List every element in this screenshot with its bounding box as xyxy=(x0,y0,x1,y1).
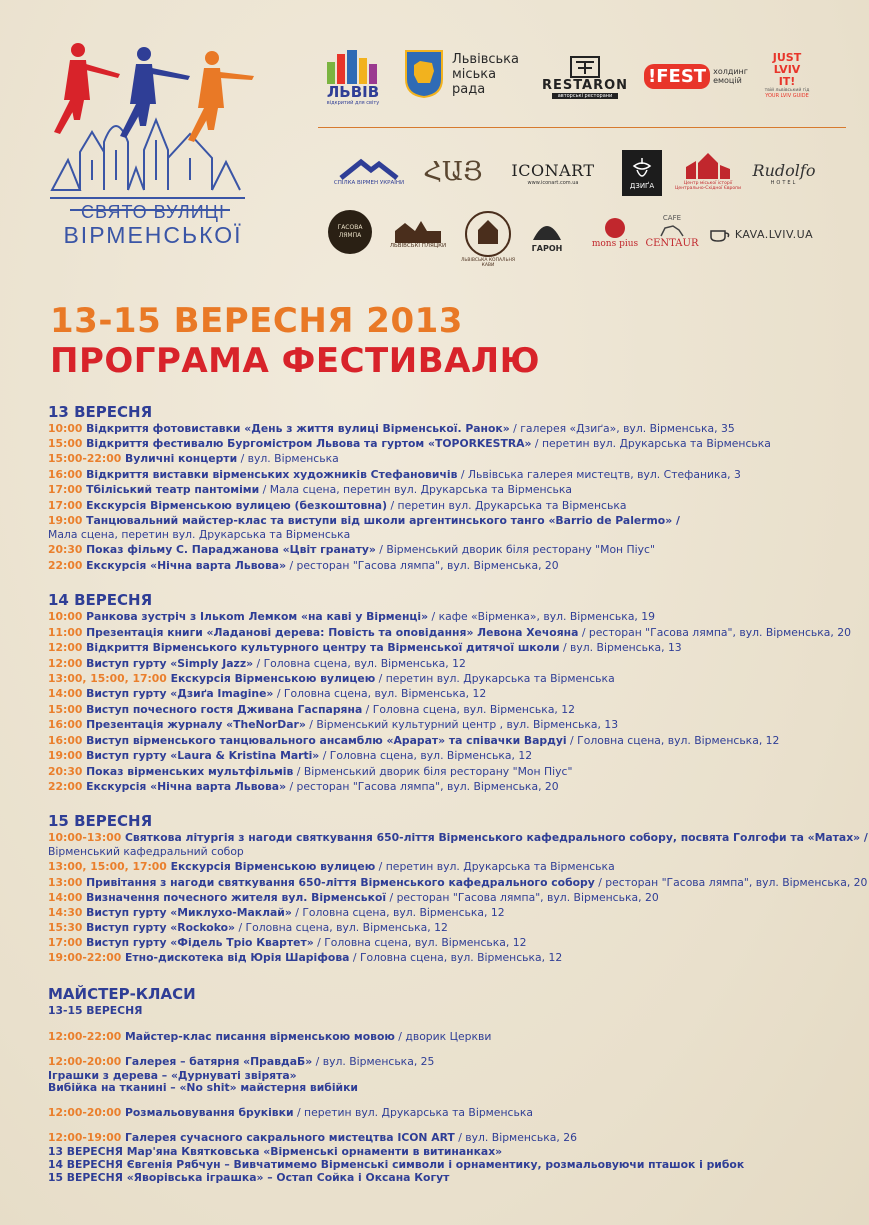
armenian-union-title: СПІЛКА ВІРМЕН УКРАЇНИ xyxy=(333,180,405,186)
schedule-row xyxy=(48,779,848,794)
festival-name-line2: ВІРМЕНСЬКОЇ xyxy=(63,222,243,248)
event-time: 17:00 xyxy=(48,499,83,512)
dzyga-title: ДЗИҐА xyxy=(629,182,655,190)
rudolfo-tagline: HOTEL xyxy=(770,179,798,186)
event-title: Галерея сучасного сакрального мистецтва ICON ART xyxy=(121,1131,455,1144)
schedule-row xyxy=(48,875,868,890)
church-icon xyxy=(682,153,734,181)
schedule-row xyxy=(48,421,848,436)
schedule-row xyxy=(48,905,848,920)
center-logo xyxy=(674,148,742,196)
schedule-row xyxy=(48,558,848,573)
kopalnia-logo xyxy=(460,210,516,268)
event-title: Виступ гурту «Дзиґа Imagine» xyxy=(82,687,274,700)
schedule-row xyxy=(48,717,848,732)
event-time: 14:00 xyxy=(48,687,83,700)
schedule-row xyxy=(48,625,852,640)
schedule-row xyxy=(48,542,848,557)
city-council-logo xyxy=(404,48,530,100)
schedule-row xyxy=(48,1054,848,1069)
schedule-row xyxy=(48,1170,848,1185)
event-title: Показ вірменських мультфільмів xyxy=(82,765,294,778)
event-title: Вуличні концерти xyxy=(121,452,238,465)
event-time: 14:00 xyxy=(48,891,83,904)
gasova-logo xyxy=(328,210,372,254)
event-place: / Головна сцена, вул. Вірменська, 12 xyxy=(291,906,505,919)
event-time: 11:00 xyxy=(48,626,83,639)
event-place: Вірменський кафедральний собор xyxy=(48,845,244,858)
kor-title: ՀԱՅ xyxy=(423,157,483,187)
event-time: 22:00 xyxy=(48,780,83,793)
city-council-line3: рада xyxy=(452,81,486,97)
fest-logo xyxy=(648,56,748,96)
just-lviv-line1: JUST xyxy=(772,50,802,64)
restaron-logo xyxy=(540,52,630,102)
schedule-row xyxy=(48,764,848,779)
schedule-row xyxy=(48,890,848,905)
restaron-title: RESTARON xyxy=(541,77,629,93)
event-time: 16:00 xyxy=(48,468,83,481)
event-title: Виступ гурту «Simply Jazz» xyxy=(82,657,254,670)
event-place: / Головна сцена, вул. Вірменська, 12 xyxy=(349,951,563,964)
day2-title: 14 ВЕРЕСНЯ xyxy=(48,591,153,609)
event-place: / вул. Вірменська, 25 xyxy=(312,1055,435,1068)
event-place: / вул. Вірменська, 26 xyxy=(454,1131,577,1144)
event-place: / дворик Церкви xyxy=(394,1030,492,1043)
event-place: / перетин вул. Друкарська та Вірменська xyxy=(293,1106,533,1119)
event-place: / галерея «Дзиґа», вул. Вірменська, 35 xyxy=(509,422,735,435)
event-place: / ресторан "Гасова лямпа", вул. Вірменська, 20 xyxy=(578,626,852,639)
event-time: 10:00 xyxy=(48,610,83,623)
workshops-subtitle: 13-15 ВЕРЕСНЯ xyxy=(48,1004,143,1017)
event-title: Презентація книги «Ладанові дерева: Повість та оповідання» Левона Хечояна xyxy=(82,626,579,639)
event-time: 15:00-22:00 xyxy=(48,452,122,465)
event-place: / ресторан "Гасова лямпа", вул. Вірменська, 20 xyxy=(286,780,559,793)
event-title: Виступ почесного гостя Дживана Гаспаряна xyxy=(82,703,363,716)
centaur-line2: CENTAUR xyxy=(645,237,699,249)
iconart-title: ICONART xyxy=(511,160,595,180)
schedule-row xyxy=(48,1105,848,1120)
mons-pius-title: mons pius xyxy=(591,239,639,249)
event-title: Екскурсія «Нічна варта Львова» xyxy=(82,559,287,572)
event-time: 13:00 xyxy=(48,876,83,889)
event-title: Екскурсія Вірменською вулицею xyxy=(166,860,376,873)
event-title: Виступ гурту «Laura & Kristina Marti» xyxy=(82,749,320,762)
event-title: Тбіліський театр пантоміми xyxy=(82,483,260,496)
sponsor-divider xyxy=(318,127,846,128)
event-place: Мала сцена, перетин вул. Друкарська та Вірменська xyxy=(48,528,351,541)
schedule-row xyxy=(48,656,848,671)
iconart-logo xyxy=(500,156,606,190)
day1-title: 13 ВЕРЕСНЯ xyxy=(48,403,153,421)
gasova-title: ГАСОВА ЛЯМПА xyxy=(337,224,363,239)
event-time: 12:00-20:00 xyxy=(48,1055,122,1068)
event-time: 15:00 xyxy=(48,703,83,716)
event-time: 13:00, 15:00, 17:00 xyxy=(48,672,167,685)
restaron-emblem-icon xyxy=(570,56,600,78)
event-place: / Головна сцена, вул. Вірменська, 12 xyxy=(362,703,576,716)
rudolfo-logo xyxy=(748,152,820,194)
kopalnia-title: ЛЬВІВСЬКА КОПАЛЬНЯ КАВИ xyxy=(460,258,516,268)
just-lviv-tagline2: YOUR LVIV GUIDE xyxy=(765,92,809,99)
event-title: Відкриття фестивалю Бургомістром Львова та гуртом «TOPORKESTRA» xyxy=(82,437,532,450)
event-time: 12:00 xyxy=(48,657,83,670)
event-title: Екскурсія Вірменською вулицею xyxy=(166,672,376,685)
restaron-tagline: авторські ресторани xyxy=(552,93,619,99)
event-place: / Головна сцена, вул. Вірменська, 12 xyxy=(566,734,780,747)
event-title: Іграшки з дерева – «Дурнуваті звірята» xyxy=(48,1069,297,1082)
rudolfo-title: Rudolfo xyxy=(752,160,816,180)
day3-title: 15 ВЕРЕСНЯ xyxy=(48,812,153,830)
event-title: Привітання з нагоди святкування 650-ліття Вірменського кафедрального собору xyxy=(82,876,595,889)
program-title: ПРОГРАМА ФЕСТИВАЛЮ xyxy=(50,341,541,381)
kava-logo xyxy=(702,222,820,246)
centaur-icon xyxy=(657,222,687,238)
schedule-row xyxy=(48,950,848,965)
fest-title: !FEST xyxy=(644,64,710,89)
schedule-row xyxy=(48,671,848,686)
city-council-line2: міська xyxy=(452,66,497,82)
spinning-top-icon xyxy=(631,156,653,182)
event-time: 17:00 xyxy=(48,483,83,496)
event-place: / Головна сцена, вул. Вірменська, 12 xyxy=(319,749,533,762)
event-place: / вул. Вірменська, 13 xyxy=(559,641,682,654)
schedule-row xyxy=(48,935,848,950)
coffee-mine-badge-icon xyxy=(464,210,512,258)
mountain-icon xyxy=(339,158,399,180)
event-title: Святкова літургія з нагоди святкування 650-ліття Вірменського кафедрального собору, посвята Голгофи та «Матах» / xyxy=(121,831,868,844)
pryzma-title: ЛЬВІВСЬКІ ПЛЯЦКИ xyxy=(389,243,447,249)
event-time: 12:00 xyxy=(48,641,83,654)
centaur-logo xyxy=(644,206,700,256)
event-time: 16:00 xyxy=(48,734,83,747)
event-time: 19:00 xyxy=(48,749,83,762)
event-place: / Львівська галерея мистецтв, вул. Стефаника, 3 xyxy=(457,468,741,481)
schedule-row xyxy=(48,482,848,497)
event-place: / Головна сцена, вул. Вірменська, 12 xyxy=(273,687,487,700)
event-time: 14:30 xyxy=(48,906,83,919)
event-title: 13 ВЕРЕСНЯ Мар'яна Квятковська «Вірменські орнаменти в витинанках» xyxy=(48,1145,503,1158)
event-time: 10:00-13:00 xyxy=(48,831,122,844)
event-place: / Вірменський дворик біля ресторану "Мон Піус" xyxy=(293,765,573,778)
event-title: Визначення почесного жителя вул. Вірменської xyxy=(82,891,387,904)
event-title: Екскурсія «Нічна варта Львова» xyxy=(82,780,287,793)
event-title: Відкриття Вірменського культурного центру та Вірменської дитячої школи xyxy=(82,641,560,654)
schedule-row xyxy=(48,920,848,935)
event-title: Виступ гурту «Миклухо-Маклай» xyxy=(82,906,292,919)
schedule-row xyxy=(48,436,848,451)
event-title: Відкриття виставки вірменських художників Стефановичів xyxy=(82,468,458,481)
workshops-title: МАЙСТЕР-КЛАСИ xyxy=(48,985,196,1003)
event-title: Галерея – батярня «ПравдаБ» xyxy=(121,1055,313,1068)
schedule-row xyxy=(48,733,848,748)
just-lviv-tagline1: твій львівський гід xyxy=(764,87,810,93)
event-place: / ресторан "Гасова лямпа", вул. Вірменська, 20 xyxy=(386,891,659,904)
schedule-row xyxy=(48,748,848,763)
schedule-row xyxy=(48,844,848,859)
just-lviv-line2: LVIV xyxy=(773,62,801,76)
mons-pius-logo xyxy=(590,208,640,258)
event-place: / Головна сцена, вул. Вірменська, 12 xyxy=(253,657,466,670)
garon-logo xyxy=(524,212,570,256)
event-title: Ранкова зустріч з Ількоm Лемком «на каві у Вірменці» xyxy=(82,610,429,623)
event-place: / перетин вул. Друкарська та Вірменська xyxy=(375,672,615,685)
schedule-row xyxy=(48,686,848,701)
event-time: 20:30 xyxy=(48,543,83,556)
schedule-row xyxy=(48,1080,848,1095)
dzyga-logo xyxy=(622,150,662,196)
schedule-row xyxy=(48,1130,848,1145)
event-time: 16:00 xyxy=(48,718,83,731)
lviv-logo-tagline: відкритий для світу xyxy=(326,100,380,106)
event-time: 12:00-22:00 xyxy=(48,1030,122,1043)
event-title: Майстер-клас писання вірменською мовою xyxy=(121,1030,395,1043)
event-title: Відкриття фотовиставки «День з життя вулиці Вірменської. Ранок» xyxy=(82,422,510,435)
event-place: / Вірменський культурний центр , вул. Вірменська, 13 xyxy=(305,718,619,731)
garon-title: ГАРОН xyxy=(531,243,563,253)
iconart-url: www.iconart.com.ua xyxy=(527,179,579,186)
event-place: / Вірменський дворик біля ресторану "Мон Піус" xyxy=(375,543,655,556)
event-place: / кафе «Вірменка», вул. Вірменська, 19 xyxy=(428,610,656,623)
just-lviv-logo xyxy=(756,42,818,108)
event-time: 22:00 xyxy=(48,559,83,572)
lviv-coat-of-arms-icon xyxy=(404,49,444,99)
schedule-row xyxy=(48,1029,848,1044)
mons-pius-emblem-icon xyxy=(604,217,626,239)
event-time: 17:00 xyxy=(48,936,83,949)
event-title: Екскурсія Вірменською вулицею (безкоштовна) xyxy=(82,499,388,512)
schedule-row xyxy=(48,830,868,845)
festival-name xyxy=(48,202,258,248)
event-title: Виступ гурту «Rockoko» xyxy=(82,921,236,934)
event-time: 10:00 xyxy=(48,422,83,435)
garon-crest-icon xyxy=(529,216,565,244)
event-place: / Мала сцена, перетин вул. Друкарська та Вірменська xyxy=(259,483,572,496)
schedule-row xyxy=(48,702,848,717)
coffee-cup-icon xyxy=(709,225,731,243)
fest-line1: холдинг xyxy=(713,67,748,76)
schedule-row xyxy=(48,859,848,874)
city-council-line1: Львівська xyxy=(452,51,519,67)
kava-title: KAVA.LVIV.UA xyxy=(734,227,814,241)
event-title: 14 ВЕРЕСНЯ Євгенія Рябчун – Вивчатимемо Вірменські символи і орнаментику, розмальовуючи пташок і рибок xyxy=(48,1158,745,1171)
event-time: 20:30 xyxy=(48,765,83,778)
center-line1: Центр міської історії xyxy=(683,181,733,186)
schedule-row xyxy=(48,513,848,528)
pryzma-logo xyxy=(382,212,454,256)
event-title: Презентація журналу «TheNorDar» xyxy=(82,718,306,731)
event-title: Виступ вірменського танцювального ансамблю «Арарат» та співачки Вардуі xyxy=(82,734,567,747)
festival-name-line1: СВЯТО ВУЛИЦІ xyxy=(81,202,225,222)
event-place: / перетин вул. Друкарська та Вірменська xyxy=(531,437,771,450)
lviv-towers-icon xyxy=(325,48,381,84)
event-time: 19:00-22:00 xyxy=(48,951,122,964)
event-place: / ресторан "Гасова лямпа", вул. Вірменська, 20 xyxy=(286,559,559,572)
event-place: / ресторан "Гасова лямпа", вул. Вірменська, 20 xyxy=(594,876,868,889)
schedule-row xyxy=(48,609,848,624)
lviv-logo xyxy=(322,44,384,110)
event-place: / Головна сцена, вул. Вірменська, 12 xyxy=(235,921,448,934)
event-place: / Головна сцена, вул. Вірменська, 12 xyxy=(313,936,527,949)
armenian-union-logo xyxy=(326,152,412,192)
event-title: Танцювальний майстер-клас та виступи від школи аргентинського танго «Barrio de Palermo» / xyxy=(82,514,680,527)
event-title: 15 ВЕРЕСНЯ «Яворівська іграшка» – Остап Сойка і Оксана Когут xyxy=(48,1171,450,1184)
schedule-row xyxy=(48,640,848,655)
building-icon xyxy=(391,219,445,243)
event-time: 19:00 xyxy=(48,514,83,527)
schedule-row xyxy=(48,527,848,542)
schedule-row xyxy=(48,467,848,482)
event-place: / перетин вул. Друкарська та Вірменська xyxy=(375,860,615,873)
just-lviv-line3: IT! xyxy=(778,74,796,88)
event-title: Показ фільму С. Параджанова «Цвіт гранату» xyxy=(82,543,376,556)
event-title: Виступ гурту «Фідель Тріо Квартет» xyxy=(82,936,314,949)
event-time: 13:00, 15:00, 17:00 xyxy=(48,860,167,873)
event-place: / вул. Вірменська xyxy=(237,452,339,465)
fest-line2: емоцій xyxy=(713,76,742,85)
event-title: Розмальовування бруківки xyxy=(121,1106,294,1119)
schedule-row xyxy=(48,498,848,513)
center-line2: Центрально-Східної Європи xyxy=(674,186,742,191)
event-title: Вибійка на тканині – «No shit» майстерня вибійки xyxy=(48,1081,358,1094)
kor-logo xyxy=(420,152,486,192)
event-time: 12:00-19:00 xyxy=(48,1131,122,1144)
event-time: 15:30 xyxy=(48,921,83,934)
festival-dates: 13-15 ВЕРЕСНЯ 2013 xyxy=(50,301,463,341)
event-place: / перетин вул. Друкарська та Вірменська xyxy=(387,499,627,512)
event-time: 15:00 xyxy=(48,437,83,450)
centaur-line1: CAFE xyxy=(662,213,682,222)
lviv-logo-title: ЛЬВІВ xyxy=(326,83,380,101)
schedule-row xyxy=(48,451,848,466)
event-time: 12:00-20:00 xyxy=(48,1106,122,1119)
event-title: Етно-дискотека від Юрія Шаріфова xyxy=(121,951,350,964)
